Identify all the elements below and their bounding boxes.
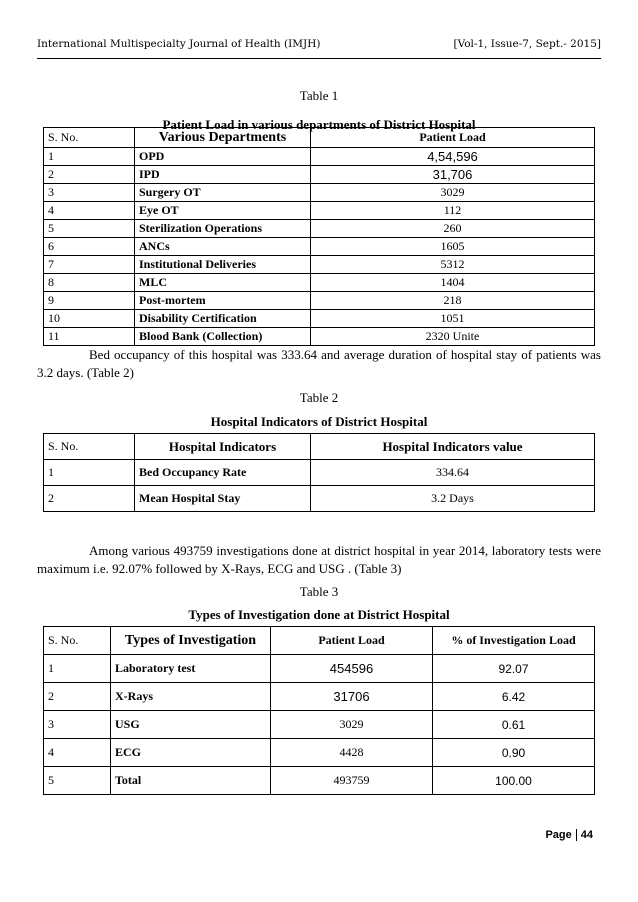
cell: MLC [135, 274, 311, 292]
cell: 3 [44, 711, 111, 739]
table-row [44, 148, 595, 166]
cell: 260 [311, 220, 595, 238]
col-header: Hospital Indicators value [311, 434, 595, 460]
page-number: 44 [580, 829, 593, 841]
cell: Institutional Deliveries [135, 256, 311, 274]
table2-title: Hospital Indicators of District Hospital [210, 414, 428, 429]
table-header-row [44, 627, 595, 655]
col-header: Types of Investigation [111, 627, 271, 655]
col-header: Patient Load [311, 128, 595, 148]
table-row [44, 184, 595, 202]
cell: Mean Hospital Stay [135, 486, 311, 512]
cell: 5312 [311, 256, 595, 274]
cell: 6 [44, 238, 135, 256]
cell: 92.07 [433, 655, 595, 683]
cell: 112 [311, 202, 595, 220]
running-header [37, 38, 601, 56]
cell: 493759 [271, 767, 433, 795]
cell: 5 [44, 767, 111, 795]
cell: OPD [135, 148, 311, 166]
table-header-row [44, 434, 595, 460]
col-header: Hospital Indicators [135, 434, 311, 460]
table-row [44, 711, 595, 739]
table1-caption: Table 1 [299, 88, 339, 103]
table3-caption: Table 3 [299, 584, 339, 599]
table-row [44, 683, 595, 711]
cell: 5 [44, 220, 135, 238]
cell: ECG [111, 739, 271, 767]
cell: USG [111, 711, 271, 739]
cell: Disability Certification [135, 310, 311, 328]
cell: 4428 [271, 739, 433, 767]
table-row [44, 220, 595, 238]
table-row [44, 292, 595, 310]
col-header: % of Investigation Load [433, 627, 595, 655]
table-row [44, 202, 595, 220]
cell: 454596 [271, 655, 433, 683]
table-row [44, 739, 595, 767]
table-row [44, 486, 595, 512]
col-header: Patient Load [271, 627, 433, 655]
table1-title: Patient Load in various departments of District Hospital [162, 117, 476, 132]
cell: Post-mortem [135, 292, 311, 310]
col-header: S. No. [44, 434, 135, 460]
cell: Laboratory test [111, 655, 271, 683]
cell: 3029 [311, 184, 595, 202]
cell: 100.00 [433, 767, 595, 795]
cell: Blood Bank (Collection) [135, 328, 311, 346]
cell: 1 [44, 148, 135, 166]
header-rule [37, 58, 601, 59]
cell: 31,706 [311, 166, 595, 184]
cell: X-Rays [111, 683, 271, 711]
col-header: S. No. [44, 627, 111, 655]
cell: Bed Occupancy Rate [135, 460, 311, 486]
table3 [43, 626, 595, 795]
cell: 1404 [311, 274, 595, 292]
cell: 31706 [271, 683, 433, 711]
table2 [43, 433, 595, 512]
cell: 6.42 [433, 683, 595, 711]
table-row [44, 767, 595, 795]
cell: 0.90 [433, 739, 595, 767]
page-footer [545, 829, 593, 841]
table-header-row [44, 128, 595, 148]
cell: 1605 [311, 238, 595, 256]
table-row [44, 460, 595, 486]
table-row [44, 238, 595, 256]
cell: 1051 [311, 310, 595, 328]
cell: 218 [311, 292, 595, 310]
table-row [44, 310, 595, 328]
cell: IPD [135, 166, 311, 184]
cell: 8 [44, 274, 135, 292]
table-row [44, 655, 595, 683]
table2-caption: Table 2 [299, 390, 339, 405]
cell: 2 [44, 166, 135, 184]
cell: 3.2 Days [311, 486, 595, 512]
cell: 334.64 [311, 460, 595, 486]
cell: 11 [44, 328, 135, 346]
col-header: Various Departments [135, 128, 311, 148]
cell: Surgery OT [135, 184, 311, 202]
page-label: Page [545, 829, 572, 841]
cell: Total [111, 767, 271, 795]
cell: 2320 Unite [311, 328, 595, 346]
col-header: S. No. [44, 128, 135, 148]
cell: 7 [44, 256, 135, 274]
cell: 3 [44, 184, 135, 202]
cell: 2 [44, 486, 135, 512]
cell: 3029 [271, 711, 433, 739]
cell: 0.61 [433, 711, 595, 739]
table-row [44, 166, 595, 184]
journal-name: International Multispecialty Journal of Health (IMJH) [37, 38, 321, 50]
cell: 4,54,596 [311, 148, 595, 166]
cell: 9 [44, 292, 135, 310]
footer-separator [576, 829, 577, 841]
cell: ANCs [135, 238, 311, 256]
paragraph-investigations: Among various 493759 investigations done at district hospital in year 2014, laboratory tests were maximum i.e. 92.07% followed by X-Rays, ECG and USG . (Table 3) [37, 543, 601, 576]
paragraph-bed-occupancy: Bed occupancy of this hospital was 333.64 and average duration of hospital stay of patients was 3.2 days. (Table 2) [37, 347, 601, 380]
table-row [44, 274, 595, 292]
cell: 1 [44, 655, 111, 683]
cell: Sterilization Operations [135, 220, 311, 238]
issue-info: [Vol-1, Issue-7, Sept.- 2015] [453, 38, 601, 50]
table-row [44, 328, 595, 346]
cell: 2 [44, 683, 111, 711]
cell: 4 [44, 202, 135, 220]
table-row [44, 256, 595, 274]
table1 [43, 127, 595, 346]
cell: 4 [44, 739, 111, 767]
cell: Eye OT [135, 202, 311, 220]
cell: 10 [44, 310, 135, 328]
cell: 1 [44, 460, 135, 486]
table3-title: Types of Investigation done at District Hospital [188, 607, 450, 622]
